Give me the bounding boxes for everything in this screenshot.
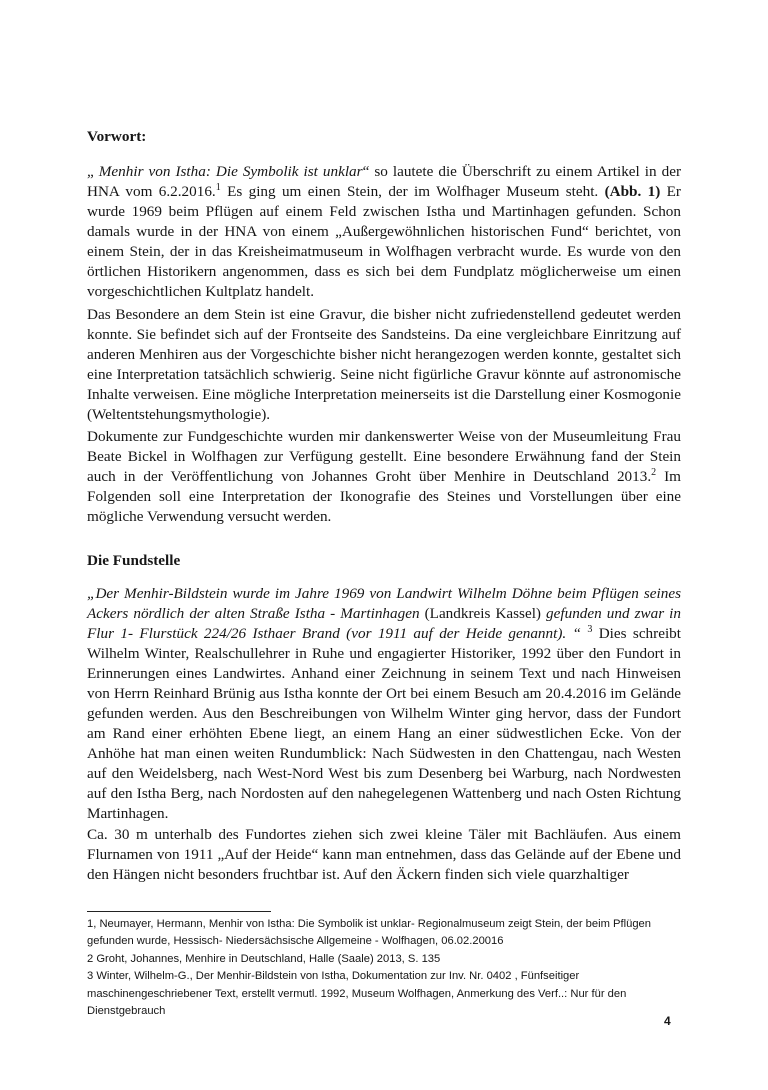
footnote-ref-1: 1	[215, 181, 221, 193]
footnote-divider	[87, 911, 271, 912]
quote-close-mark: “	[362, 163, 370, 180]
paragraph-intro	[87, 162, 681, 302]
site-heading: Die Fundstelle	[87, 552, 181, 569]
intro-text-2: Es ging um einen Stein, der im Wolfhager Museum steht.	[220, 183, 605, 200]
footnote-3: 3 Winter, Wilhelm-G., Der Menhir-Bildstein von Istha, Dokumentation zur Inv. Nr. 0402 , Fünfseitiger maschinengeschriebener Text, erstellt vermutl. 1992, Museum Wolfhagen, Anmerkung des Verf..: Nur für den Dienstgebrauch	[87, 970, 627, 1018]
site-description: Dies schreibt Wilhelm Winter, Realschullehrer in Ruhe und engagierter Historiker, 1992 über den Fundort in Erinnerungen eines Landwirtes. Anhand einer Zeichnung in seinem Text und nach Hinweisen von Herrn Reinhard Brünig aus Istha konnte der Ort bei einem Besuch am 20.4.2016 im Gelände gefunden werden. Aus den Beschreibungen von Wilhelm Winter ging hervor, dass der Fundort am Rand einer erhöhten Ebene liegt, an einem Hang an einer südwestlichen Ecke. Von der Anhöhe hat man einen weiten Rundumblick: Nach Südwesten in den Chattengau, nach Westen auf den Weidelsberg, nach West-Nord West bis zum Desenberg bei Warburg, nach Nordwesten auf den Istha Berg, nach Nordosten auf den nahegelegenen Wattenberg und nach Osten Richtung Martinhagen.	[87, 625, 681, 822]
paragraph-documents	[87, 427, 681, 527]
page-number: 4	[664, 1014, 671, 1028]
intro-text-1: so lautete die Überschrift zu einem Artikel in der HNA vom 6.2.2016.	[87, 163, 682, 200]
footnotes	[87, 916, 681, 1020]
footnote-ref-2: 2	[651, 466, 657, 478]
article-title-quote: Menhir von Istha: Die Symbolik ist unklar	[98, 163, 363, 180]
footnote-2: 2 Groht, Johannes, Menhire in Deutschland, Halle (Saale) 2013, S. 135	[87, 952, 441, 965]
footnote-1: 1, Neumayer, Hermann, Menhir von Istha: Die Symbolik ist unklar- Regionalmuseum zeigt Stein, der beim Pflügen gefunden wurde, Hessisch- Niedersächsische Allgemeine - Wolfhagen, 06.02.20016	[87, 918, 651, 948]
site-quote-part-2: gefunden und zwar in Flur 1- Flurstück 224/26 Isthaer Brand (vor 1911 auf der Heide genannt). “	[87, 605, 681, 642]
documents-text-2: Im Folgenden soll eine Interpretation der Ikonografie des Steines und Vorstellungen über eine mögliche Verwendung versucht werden.	[87, 468, 681, 525]
quote-open-mark: „	[87, 163, 99, 180]
figure-reference: (Abb. 1)	[604, 183, 661, 200]
intro-text-3: Er wurde 1969 beim Pflügen auf einem Feld zwischen Istha und Martinhagen gefunden. Schon damals wurde in der HNA von einem „Außergewöhnlichen historischen Fund“ berichtet, von einem Stein, der in das Kreisheimatmuseum in Wolfhagen verbracht wurde. Es wurde von den örtlichen Historikern angenommen, dass es sich bei dem Fundplatz möglicherweise um einen vorgeschichtlichen Kultplatz handelt.	[87, 183, 681, 300]
site-quote-part-1: „Der Menhir-Bildstein wurde im Jahre 1969 von Landwirt Wilhelm Döhne beim Pflügen seines Ackers nördlich der alten Straße Istha - Martinhagen	[87, 585, 681, 622]
site-quote-region: (Landkreis Kassel)	[419, 605, 547, 622]
paragraph-valleys: Ca. 30 m unterhalb des Fundortes ziehen sich zwei kleine Täler mit Bachläufen. Aus einem Flurnamen von 1911 „Auf der Heide“ kann man entnehmen, dass das Gelände auf der Ebene und den Hängen nicht besonders fruchtbar ist. Auf den Äckern finden sich viele quarzhaltiger	[87, 826, 681, 883]
preface-heading: Vorwort:	[87, 128, 147, 145]
paragraph-site	[87, 584, 681, 824]
paragraph-engraving: Das Besondere an dem Stein ist eine Gravur, die bisher nicht zufriedenstellend gedeutet werden konnte. Sie befindet sich auf der Frontseite des Sandsteins. Da eine vergleichbare Einritzung auf anderen Menhiren aus der Vorgeschichte bisher nicht herangezogen werden konnte, gestaltet sich eine Interpretation tatsächlich schwierig. Seine nicht figürliche Gravur könnte auf astronomische Inhalte verweisen. Eine mögliche Interpretation meinerseits ist die Darstellung einer Kosmogonie (Weltentstehungsmythologie).	[87, 306, 681, 423]
footnote-ref-3: 3	[587, 623, 593, 635]
documents-text-1: Dokumente zur Fundgeschichte wurden mir dankenswerter Weise von der Museumleitung Frau Beate Bickel in Wolfhagen zur Verfügung gestellt. Eine besondere Erwähnung fand der Stein auch in der Veröffentlichung von Johannes Groht über Menhire in Deutschland 2013.	[87, 428, 681, 485]
